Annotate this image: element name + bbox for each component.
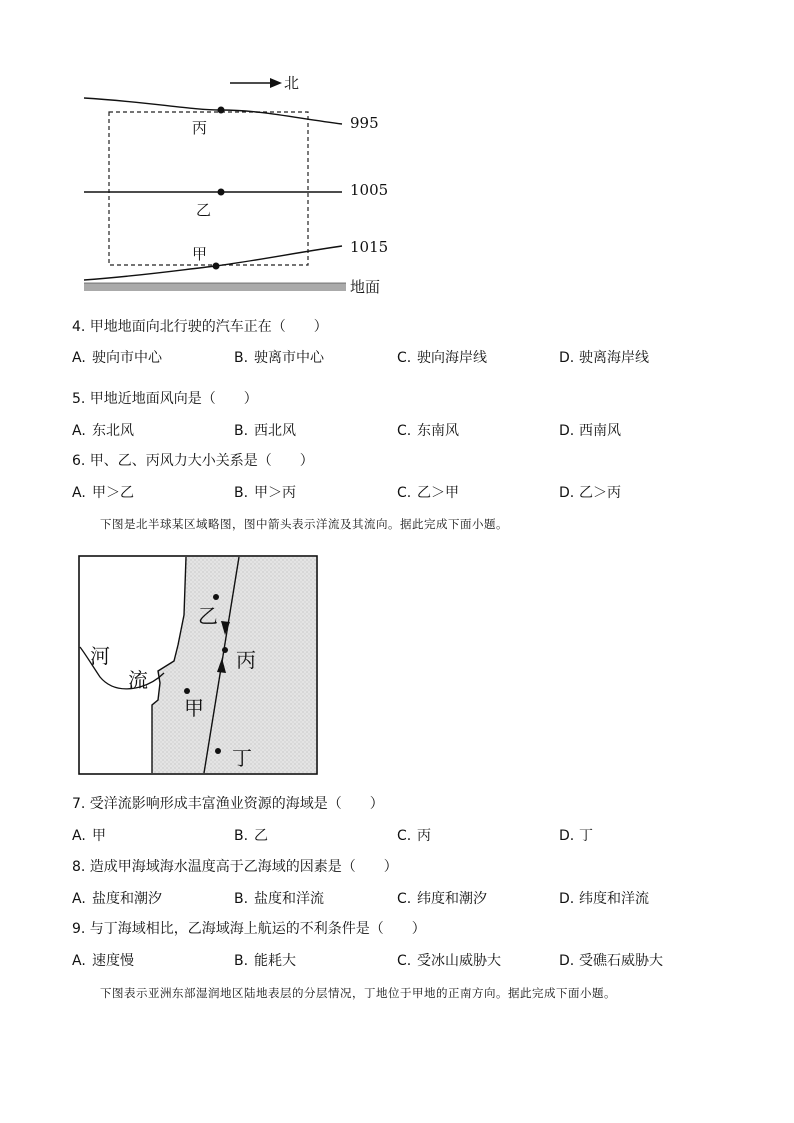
question-7-option-c[interactable]: C. 丙 (397, 828, 431, 844)
north-arrow-head (270, 78, 282, 88)
intro-ocean-current: 下图是北半球某区域略图，图中箭头表示洋流及其流向。据此完成下面小题。 (100, 517, 508, 531)
isobar-diagram (80, 64, 410, 304)
question-7-options (72, 827, 732, 845)
question-4-option-b[interactable]: B. 驶离市中心 (234, 350, 324, 366)
question-7-stem: 7. 受洋流影响形成丰富渔业资源的海域是（ ） (72, 796, 384, 812)
point-bing-label: 丙 (236, 648, 256, 672)
point-jia-label: 甲 (184, 696, 204, 720)
question-9-option-c[interactable]: C. 受冰山威胁大 (397, 953, 501, 969)
point-bing-label: 丙 (192, 119, 208, 137)
isobar-1015-label: 1015 (350, 238, 389, 256)
point-yi-dot (218, 189, 225, 196)
question-6-option-a[interactable]: A. 甲＞乙 (72, 485, 134, 501)
point-yi-label: 乙 (198, 604, 218, 628)
isobar-1005-label: 1005 (350, 181, 389, 199)
point-ding-label: 丁 (232, 746, 252, 770)
question-8-option-c[interactable]: C. 纬度和潮汐 (397, 891, 487, 907)
question-7-option-b[interactable]: B. 乙 (234, 828, 268, 844)
question-4-option-d[interactable]: D. 驶离海岸线 (559, 350, 649, 366)
question-5-option-d[interactable]: D. 西南风 (559, 423, 621, 439)
question-8-stem: 8. 造成甲海域海水温度高于乙海域的因素是（ ） (72, 859, 398, 875)
question-5-option-b[interactable]: B. 西北风 (234, 423, 296, 439)
river-label-he: 河 (90, 644, 110, 668)
question-9-option-b[interactable]: B. 能耗大 (234, 953, 296, 969)
question-7-option-a[interactable]: A. 甲 (72, 828, 106, 844)
question-8-option-d[interactable]: D. 纬度和洋流 (559, 891, 649, 907)
question-9-options (72, 952, 732, 970)
question-5-option-a[interactable]: A. 东北风 (72, 423, 134, 439)
question-5-stem: 5. 甲地近地面风向是（ ） (72, 391, 258, 407)
question-6-options (72, 484, 732, 502)
question-9-stem: 9. 与丁海域相比，乙海域海上航运的不利条件是（ ） (72, 921, 426, 937)
point-yi-dot (213, 594, 219, 600)
question-9-option-a[interactable]: A. 速度慢 (72, 953, 134, 969)
ocean-current-map (78, 555, 318, 775)
question-9-option-d[interactable]: D. 受礁石威胁大 (559, 953, 663, 969)
question-6-option-d[interactable]: D. 乙＞丙 (559, 485, 621, 501)
point-jia-label: 甲 (192, 245, 208, 263)
ground-label: 地面 (350, 278, 381, 296)
question-4-option-c[interactable]: C. 驶向海岸线 (397, 350, 487, 366)
question-6-option-b[interactable]: B. 甲＞丙 (234, 485, 296, 501)
point-bing-dot (218, 107, 225, 114)
question-6-option-c[interactable]: C. 乙＞甲 (397, 485, 459, 501)
point-yi-label: 乙 (196, 201, 212, 219)
question-5-option-c[interactable]: C. 东南风 (397, 423, 459, 439)
ocean-current-figure (78, 555, 318, 775)
question-5-options (72, 422, 732, 440)
isobar-figure (80, 64, 410, 304)
isobar-1015-line (84, 246, 342, 280)
river-label-liu: 流 (128, 668, 148, 692)
isobar-995-label: 995 (350, 114, 379, 132)
question-4-options (72, 349, 732, 367)
intro-land-layers: 下图表示亚洲东部湿润地区陆地表层的分层情况，丁地位于甲地的正南方向。据此完成下面小题。 (100, 986, 616, 1000)
isobar-995-line (84, 98, 342, 124)
question-8-option-a[interactable]: A. 盐度和潮汐 (72, 891, 162, 907)
point-jia-dot (184, 688, 190, 694)
question-8-option-b[interactable]: B. 盐度和洋流 (234, 891, 324, 907)
question-7-option-d[interactable]: D. 丁 (559, 828, 593, 844)
ground-band (84, 283, 346, 291)
point-bing-dot (222, 647, 228, 653)
north-label: 北 (284, 74, 300, 92)
question-6-stem: 6. 甲、乙、丙风力大小关系是（ ） (72, 453, 314, 469)
dashed-region-box (109, 112, 308, 265)
question-8-options (72, 890, 732, 908)
point-jia-dot (213, 263, 220, 270)
question-4-stem: 4. 甲地地面向北行驶的汽车正在（ ） (72, 319, 328, 335)
point-ding-dot (215, 748, 221, 754)
question-4-option-a[interactable]: A. 驶向市中心 (72, 350, 162, 366)
